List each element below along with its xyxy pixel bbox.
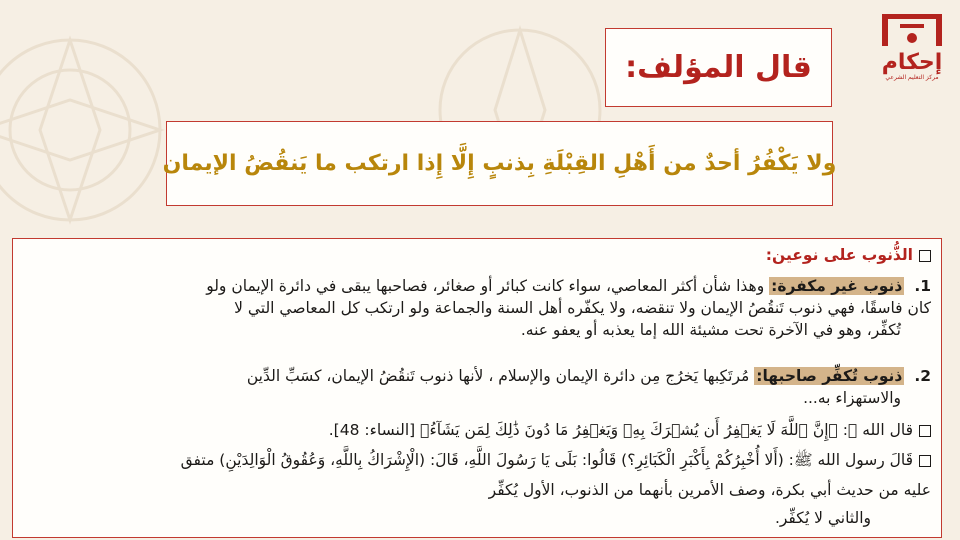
content-box xyxy=(12,238,942,538)
item2-number: 2. xyxy=(914,367,931,385)
item2-line2: والاستهزاء به... xyxy=(803,389,901,407)
logo-subtitle: مركز التعليم الشرعي xyxy=(885,74,939,81)
content-heading: الذُّنوب على نوعين: xyxy=(765,246,913,264)
item1-line1 xyxy=(206,275,931,297)
item1-term: ذنوب غير مكفرة: xyxy=(771,277,903,295)
hadith-row xyxy=(181,449,931,471)
background-ornament-left xyxy=(0,20,180,240)
item1-line3: تُكفِّر، وهو في الآخرة تحت مشيئة الله إما يعذبه أو يعفو عنه. xyxy=(520,321,901,339)
quran-text: قال الله ﷻ: ﴿إِنَّ ٱللَّهَ لَا يَغۡفِرُ أَن يُشۡرَكَ بِهِۦ وَيَغۡفِرُ مَا دُونَ ذَٰلِكَ لِمَن يَشَآءُ﴾ [النساء: 48]. xyxy=(328,421,913,439)
hadith-line3: والثاني لا يُكفِّر. xyxy=(774,509,871,527)
item1-number: 1. xyxy=(914,277,931,295)
statement-text: ولا يَكْفُرُ أحدٌ من أَهْلِ القِبْلَةِ بِذنبٍ إِلَّا إِذا ارتكب ما يَنقُضُ الإيمان xyxy=(162,151,837,176)
item2-term: ذنوب تُكفِّر صاحبها: xyxy=(756,367,903,385)
logo-text: إحكام xyxy=(881,50,943,75)
content-heading-row xyxy=(766,244,931,266)
item1-line2: كان فاسقًا، فهي ذنوب تَنقُصُ الإيمان ولا تنقضه، ولا يكفّره أهل السنة والجماعة ولو ارتكب كل المعاصي التي لا xyxy=(234,299,931,317)
statement-box xyxy=(162,121,837,206)
quran-row xyxy=(329,419,931,441)
checkbox-bullet-icon xyxy=(919,455,931,467)
checkbox-bullet-icon xyxy=(919,425,931,437)
page-title: قال المؤلف: xyxy=(625,50,812,85)
hadith-line1: قَالَ رسول الله ﷺ: (أَلا أُخْبِرُكُمْ بِأَكْبَرِ الْكَبَائِرِ؟) قَالُوا: بَلَى يَا رَسُولَ اللَّهِ، قَالَ: (الْإِشْرَاكُ بِاللَّهِ، وَعُقُوقُ الْوَالِدَيْنِ) متفق xyxy=(180,451,913,469)
item1-text: وهذا شأن أكثر المعاصي، سواء كانت كبائر أو صغائر، فصاحبها يبقى في دائرة الإيمان ولو xyxy=(206,277,765,295)
checkbox-bullet-icon xyxy=(919,250,931,262)
hadith-line2: عليه من حديث أبي بكرة، وصف الأمرين بأنهما من الذنوب، الأول يُكفِّر xyxy=(488,481,931,499)
item2-text: مُرتَكِبها يَخرُج مِن دائرة الإيمان والإسلام ، لأنها ذنوب تَنقُضُ الإيمان، كسَبِّ الدِّين xyxy=(246,367,750,385)
item2-line1 xyxy=(247,365,931,387)
title-box xyxy=(605,28,832,107)
